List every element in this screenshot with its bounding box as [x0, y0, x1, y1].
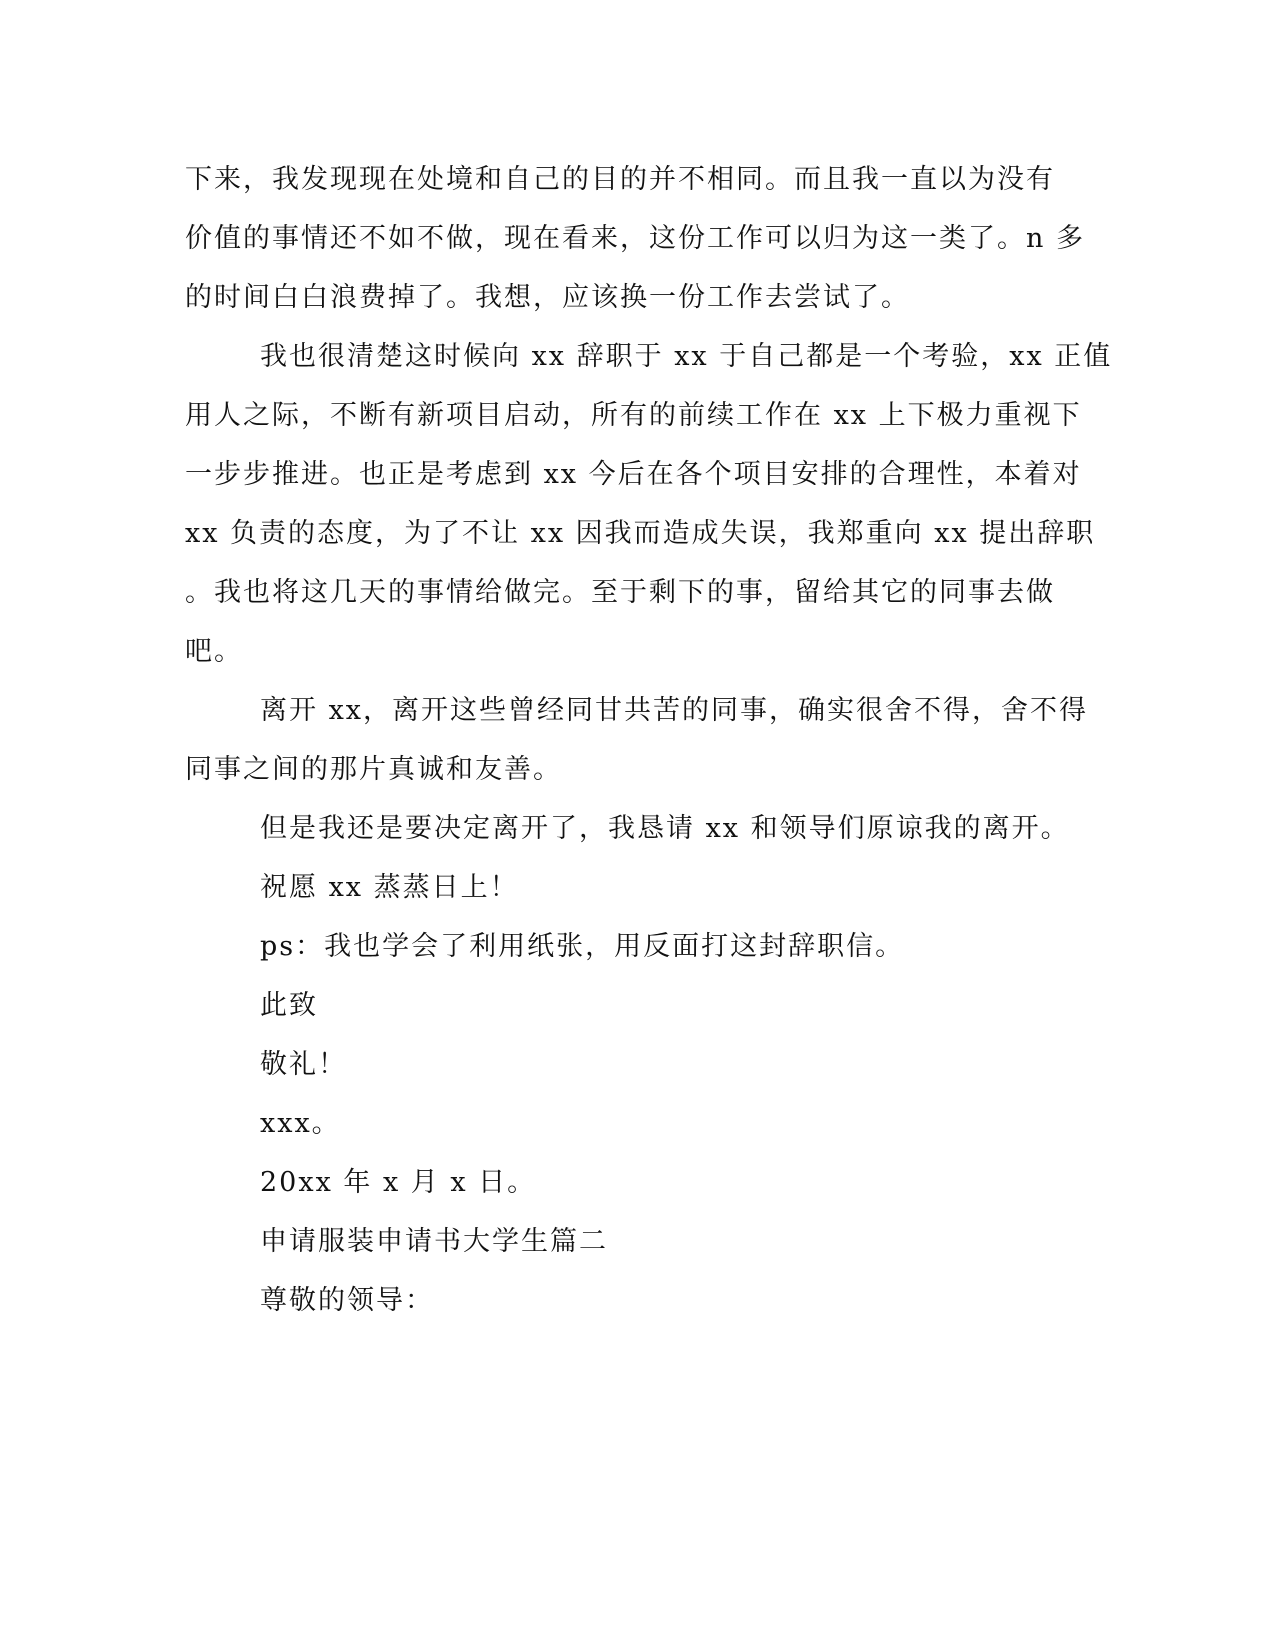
paragraph-line: ps：我也学会了利用纸张，用反面打这封辞职信。	[260, 931, 905, 962]
greeting-line: 尊敬的领导：	[260, 1285, 434, 1316]
section-heading: 申请服装申请书大学生篇二	[260, 1226, 608, 1257]
paragraph-line: 我也很清楚这时候向 xx 辞职于 xx 于自己都是一个考验，xx 正值	[260, 341, 1113, 372]
paragraph-line: 价值的事情还不如不做，现在看来，这份工作可以归为这一类了。n 多	[185, 223, 1085, 254]
closing-line: 此致	[260, 990, 318, 1021]
paragraph-line: 的时间白白浪费掉了。我想，应该换一份工作去尝试了。	[185, 282, 910, 313]
paragraph-line: 下来，我发现现在处境和自己的目的并不相同。而且我一直以为没有	[185, 164, 1055, 195]
paragraph-line: 一步步推进。也正是考虑到 xx 今后在各个项目安排的合理性，本着对	[185, 459, 1082, 490]
signature-line: xxx。	[260, 1108, 341, 1139]
paragraph-line: 吧。	[185, 636, 243, 667]
date-line: 20xx 年 x 月 x 日。	[260, 1167, 537, 1198]
paragraph-line: xx 负责的态度，为了不让 xx 因我而造成失误，我郑重向 xx 提出辞职	[185, 518, 1096, 549]
paragraph-line: 祝愿 xx 蒸蒸日上！	[260, 872, 519, 903]
paragraph-line: 但是我还是要决定离开了，我恳请 xx 和领导们原谅我的离开。	[260, 813, 1070, 844]
salutation-line: 敬礼！	[260, 1049, 347, 1080]
paragraph-line: 同事之间的那片真诚和友善。	[185, 754, 562, 785]
paragraph-line: 用人之际，不断有新项目启动，所有的前续工作在 xx 上下极力重视下	[185, 400, 1082, 431]
paragraph-line: 离开 xx，离开这些曾经同甘共苦的同事，确实很舍不得，舍不得	[260, 695, 1089, 726]
paragraph-line: 。我也将这几天的事情给做完。至于剩下的事，留给其它的同事去做	[185, 577, 1055, 608]
